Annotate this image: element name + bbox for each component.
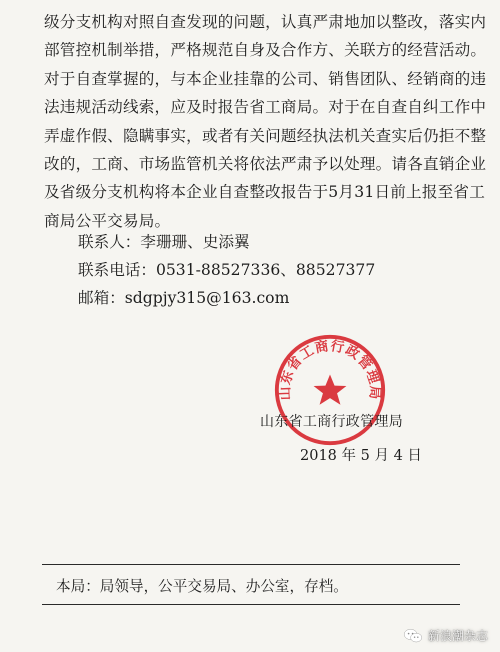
watermark [403,627,488,644]
body-line: 级分支机构对照自查发现的问题，认真严肃地加以整改，落实内 [44,13,487,31]
watermark-text: 新浪潮杂志 [427,629,488,643]
issuer-name: 山东省工商行政管理局 [260,414,403,430]
body-line: 商局公平交易局。 [44,211,171,230]
body-line: 法违规活动线索，应及时报告省工商局。对于在自查自纠工作中 [44,98,487,117]
divider-top [42,564,460,565]
body-line: 对于自查掌握的，与本企业挂靠的公司、销售团队、经销商的违 [44,69,487,88]
contact-phone: 联系电话：0531-88527336、88527377 [78,261,376,279]
star-icon [314,375,347,405]
contact-person: 联系人：李珊珊、史添翼 [78,233,250,251]
body-line: 及省级分支机构将本企业自查整改报告于5月31日前上报至省工 [44,183,486,202]
body-line: 改的，工商、市场监管机关将依法严肃予以处理。请各直销企业 [44,155,487,174]
cc-line: 本局：局领导，公平交易局、办公室，存档。 [56,578,348,595]
divider-bottom [42,604,460,605]
wechat-icon [403,628,423,644]
seal-text: 山东省工商行政管理局 [277,338,383,401]
body-line: 部管控机制举措，严格规范自身及合作方、关联方的经营活动。 [44,41,487,60]
body-line: 弄虚作假、隐瞒事实，或者有关问题经执法机关查实后仍拒不整 [44,126,487,145]
body-paragraph [44,8,487,235]
issue-date: 2018 年 5 月 4 日 [300,448,422,464]
contact-email: 邮箱：sdgpjy315@163.com [78,289,290,307]
